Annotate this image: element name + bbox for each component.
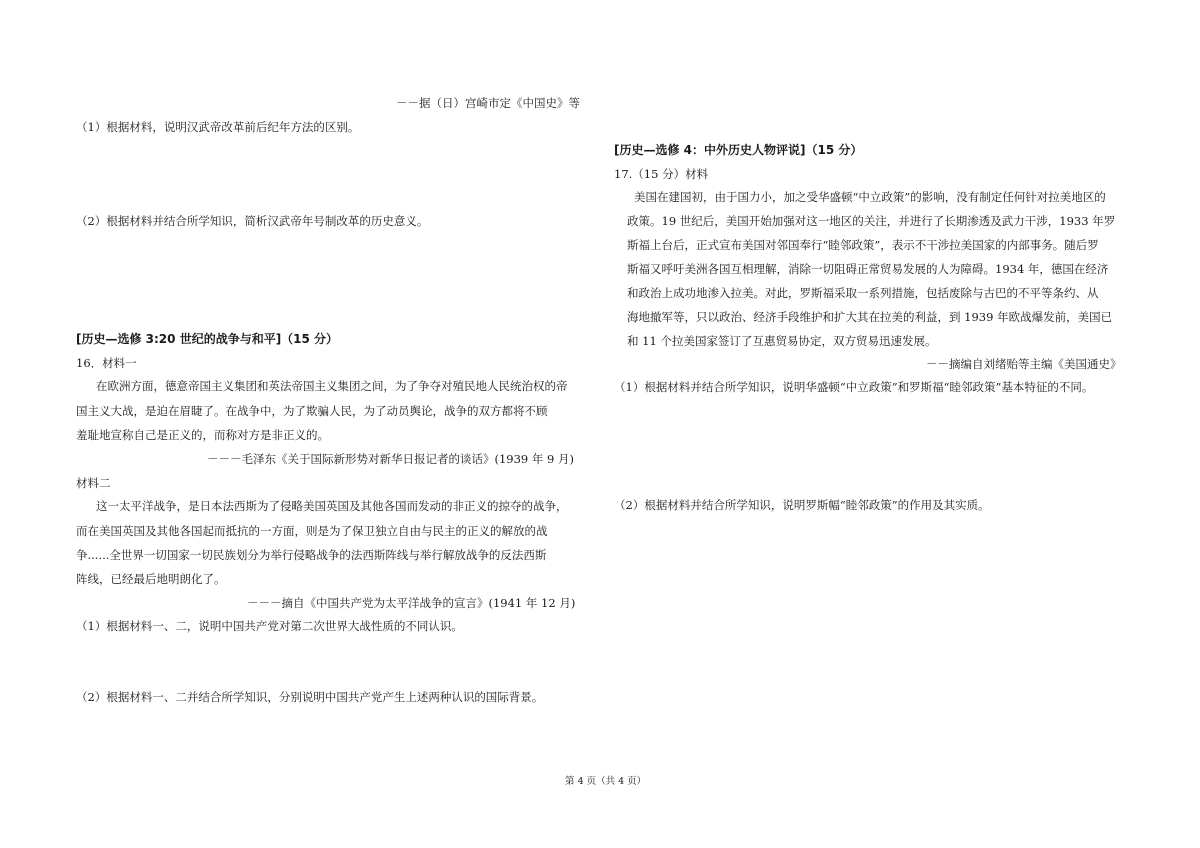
material-line: 政策。19 世纪后，美国开始加强对这一地区的关注，并进行了长期渗透及武力干涉，1933 年罗 [627,214,1116,228]
source-citation: －－据（日）宫崎市定《中国史》等 [396,96,580,110]
material-1-line: 羞耻地宣称自己是正义的，而称对方是非正义的。 [76,428,329,442]
question-17-2: （2）根据材料并结合所学知识，说明罗斯幅“睦邻政策”的作用及其实质。 [614,498,990,512]
page-number: 第 4 页（共 4 页） [565,776,647,787]
material-1-line: 国主义大战，是迫在眉睫了。在战争中，为了欺骗人民，为了动员舆论，战争的双方都将不顾 [76,404,548,418]
question-17-1: （1）根据材料并结合所学知识，说明华盛顿“中立政策”和罗斯福“睦邻政策”基本特征的不同。 [614,380,1094,394]
material-2-line: 争......全世界一切国家一切民族划分为举行侵略战争的法西斯阵线与举行解放战争的反法西斯 [76,548,547,562]
material-line: 美国在建国初，由于国力小，加之受华盛顿“中立政策”的影响，没有制定任何针对拉美地区的 [634,190,1106,204]
question-16-2: （2）根据材料一、二并结合所学知识，分别说明中国共产党产生上述两种认识的国际背景。 [76,690,544,704]
question-prev-1: （1）根据材料，说明汉武帝改革前后纪年方法的区别。 [76,120,360,134]
question-prev-2: （2）根据材料并结合所学知识，简析汉武帝年号制改革的历史意义。 [76,214,429,228]
section-title-elective-3: [历史—选修 3:20 世纪的战争与和平]（15 分） [76,332,339,346]
material-source: －－摘编自刘绪贻等主编《美国通史》 [926,357,1122,371]
material-2-heading: 材料二 [76,476,111,490]
material-2-line: 阵线，已经最后地明朗化了。 [76,572,226,586]
question-16-1: （1）根据材料一、二，说明中国共产党对第二次世界大战性质的不同认识。 [76,619,463,633]
material-1-line: 在欧洲方面，德意帝国主义集团和英法帝国主义集团之间，为了争夺对殖民地人民统治权的帝 [96,379,568,393]
material-2-line: 而在美国英国及其他各国起而抵抗的一方面，则是为了保卫独立自由与民主的正义的解放的战 [76,524,548,538]
material-line: 斯福上台后，正式宣布美国对邻国奉行“睦邻政策”，表示不干涉拉美国家的内部事务。随后罗 [627,238,1099,252]
material-line: 斯福又呼吁美洲各国互相理解，消除一切阻碍正常贸易发展的人为障碍。1934 年，德国在经济 [627,262,1109,276]
material-2-line: 这一太平洋战争，是日本法西斯为了侵略美国英国及其他各国而发动的非正义的掠夺的战争， [96,499,568,513]
material-2-source: －－－摘自《中国共产党为太平洋战争的宣言》(1941 年 12 月) [247,596,576,610]
material-line: 和政治上成功地渗入拉美。对此，罗斯福采取一系列措施，包括废除与古巴的不平等条约、从 [627,286,1099,300]
section-title-elective-4: [历史—选修 4：中外历史人物评说]（15 分） [614,143,863,157]
q17-heading: 17.（15 分）材料 [614,167,709,181]
material-line: 海地撤军等，只以政治、经济手段维护和扩大其在拉美的利益，到 1939 年欧战爆发前，美国已 [627,310,1113,324]
material-1-source: －－－毛泽东《关于国际新形势对新华日报记者的谈话》(1939 年 9 月) [207,452,575,466]
material-line: 和 11 个拉美国家签订了互惠贸易协定，双方贸易迅速发展。 [627,334,937,348]
q16-heading: 16．材料一 [76,356,137,370]
